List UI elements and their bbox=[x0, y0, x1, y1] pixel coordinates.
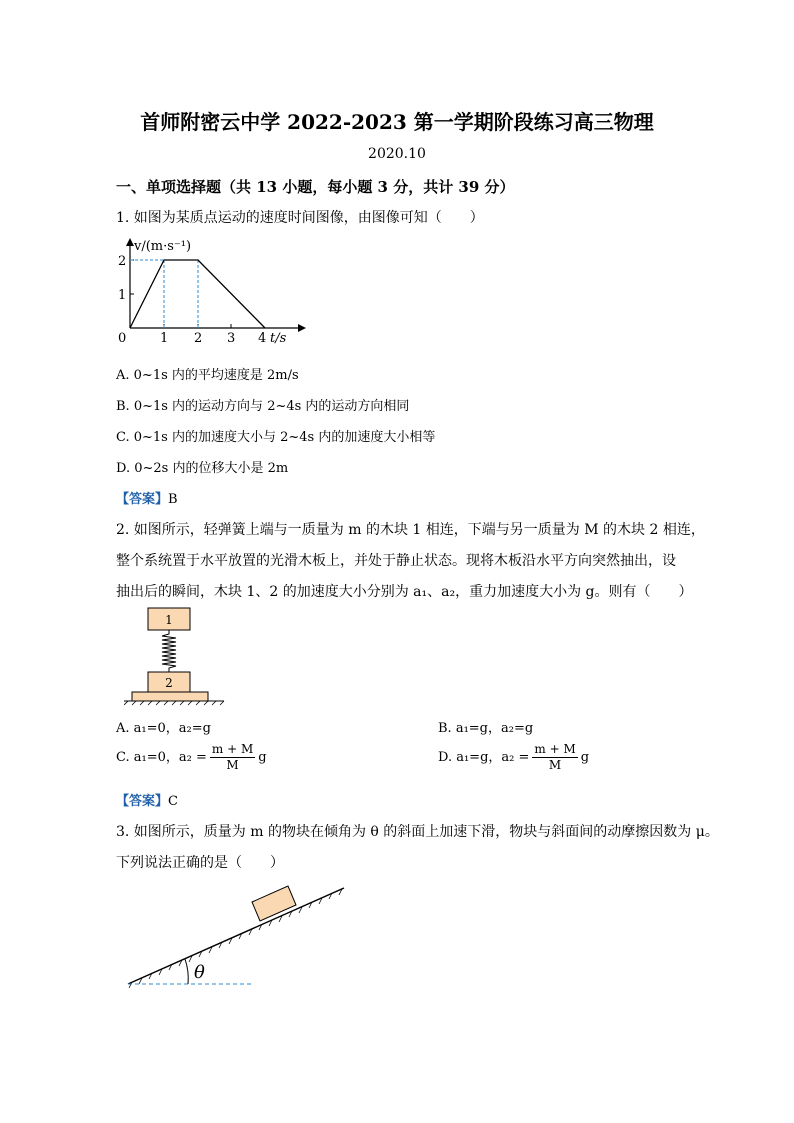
q2-stem-line-2: 整个系统置于水平放置的光滑木板上，并处于静止状态。现将木板沿水平方向突然抽出，设 bbox=[116, 553, 676, 569]
q2-stem-line-1: 2. 如图所示，轻弹簧上端与一质量为 m 的木块 1 相连，下端与另一质量为 M 的木块 2 相连， bbox=[116, 522, 705, 538]
answer-tag: 【答案】 bbox=[116, 492, 169, 507]
spring bbox=[162, 630, 176, 672]
q2-option-b: B. a₁=g，a₂=g bbox=[438, 721, 534, 736]
origin-label: 0 bbox=[118, 331, 127, 346]
q1-answer bbox=[116, 488, 178, 507]
section-heading: 一、单项选择题（共 13 小题，每小题 3 分，共计 39 分） bbox=[116, 178, 515, 196]
x-axis-arrow bbox=[298, 324, 306, 332]
y-axis-label: v/(m·s⁻¹) bbox=[134, 239, 192, 254]
x-tick-2: 2 bbox=[194, 331, 203, 346]
q2-spring-figure bbox=[124, 604, 228, 706]
y-tick-2: 2 bbox=[118, 254, 127, 269]
q1-option-d: D. 0~2s 内的位移大小是 2m bbox=[116, 461, 289, 476]
x-tick-4: 4 bbox=[258, 331, 267, 346]
q3-stem-line-2: 下列说法正确的是（ ） bbox=[116, 855, 284, 871]
q2-stem-line-3: 抽出后的瞬间，木块 1、2 的加速度大小分别为 a₁、a₂，重力加速度大小为 g。则有（ ） bbox=[116, 584, 693, 600]
angle-arc bbox=[185, 959, 188, 984]
q2-option-d: D. a₁=g，a₂ = $\frac{m + M}{M}$ g bbox=[438, 742, 590, 772]
block-2-label: 2 bbox=[165, 676, 173, 690]
q1-option-a: A. 0~1s 内的平均速度是 2m/s bbox=[116, 368, 299, 383]
answer-value: C bbox=[168, 794, 178, 809]
angle-label: θ bbox=[194, 962, 205, 983]
q1-vt-graph bbox=[112, 236, 312, 348]
q2-option-c: C. a₁=0，a₂ = $\frac{m + M}{M}$ g bbox=[116, 742, 267, 772]
x-tick-1: 1 bbox=[160, 331, 169, 346]
ground-hatch bbox=[124, 701, 224, 705]
y-axis-arrow bbox=[126, 238, 134, 246]
y-tick-1: 1 bbox=[118, 288, 127, 303]
fraction: $\frac{m + M}{M}$ bbox=[534, 742, 576, 772]
x-tick-3: 3 bbox=[227, 331, 236, 346]
q3-incline-figure bbox=[122, 880, 352, 992]
exam-date: 2020.10 bbox=[368, 146, 426, 162]
q1-option-c: C. 0~1s 内的加速度大小与 2~4s 内的加速度大小相等 bbox=[116, 430, 436, 445]
block-1-label: 1 bbox=[165, 613, 173, 627]
q1-option-b: B. 0~1s 内的运动方向与 2~4s 内的运动方向相同 bbox=[116, 399, 410, 414]
board bbox=[132, 692, 208, 701]
answer-tag: 【答案】 bbox=[116, 794, 169, 809]
q1-stem: 1. 如图为某质点运动的速度时间图像，由图像可知（ ） bbox=[116, 210, 484, 226]
q3-stem-line-1: 3. 如图所示，质量为 m 的物块在倾角为 θ 的斜面上加速下滑，物块与斜面间的动摩擦因数为 μ。 bbox=[116, 824, 719, 840]
fraction: $\frac{m + M}{M}$ bbox=[211, 742, 254, 772]
q2-option-a: A. a₁=0，a₂=g bbox=[116, 721, 211, 736]
page-title: 首师附密云中学 2022-2023 第一学期阶段练习高三物理 bbox=[140, 110, 654, 134]
answer-value: B bbox=[168, 492, 178, 507]
q2-answer bbox=[116, 790, 178, 809]
x-axis-label: t/s bbox=[270, 331, 287, 346]
